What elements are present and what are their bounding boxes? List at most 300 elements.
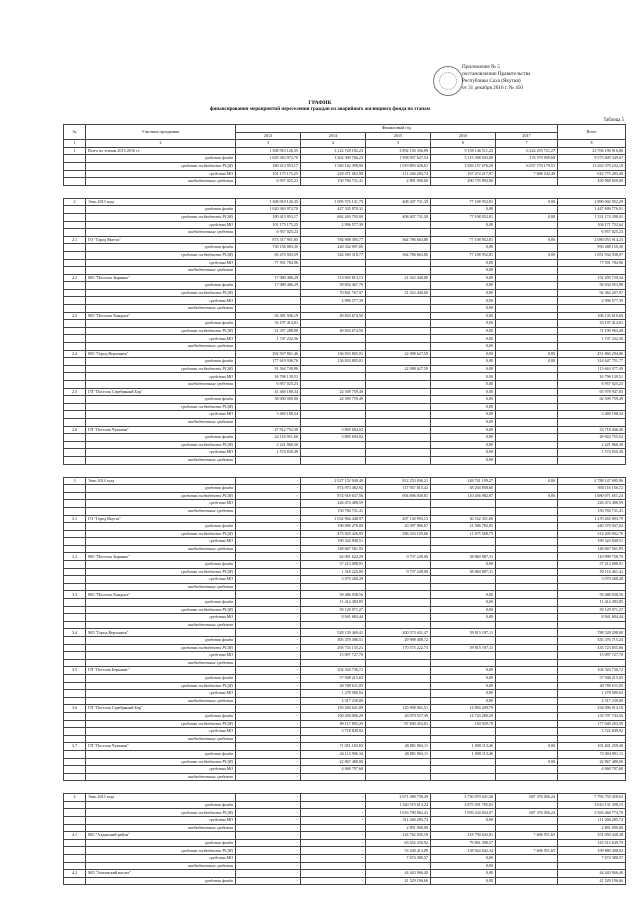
value-2016: 0,00 — [431, 690, 496, 698]
row-number — [64, 561, 86, 569]
value-2014: 5 805 694,02 — [301, 426, 366, 434]
value-2015: 117 957 815,42 — [366, 485, 431, 493]
value-2013: - — [236, 870, 301, 878]
value-2014 — [301, 343, 366, 351]
value-2015 — [366, 606, 431, 614]
row-number — [64, 178, 86, 186]
table-row — [64, 568, 626, 576]
table-row — [64, 735, 626, 743]
table-row — [64, 456, 626, 464]
row-number — [64, 847, 86, 855]
value-total: 3 616 131 398,15 — [558, 801, 626, 809]
value-2016: 0,00 — [431, 289, 496, 297]
table-row — [64, 862, 626, 870]
value-2015: 200 573 631,47 — [366, 629, 431, 637]
value-2017 — [496, 538, 558, 546]
funding-source: средства госбюджета РС(Я) — [86, 682, 236, 690]
value-2016: 0,00 — [431, 426, 496, 434]
value-2017 — [496, 500, 558, 508]
value-2016 — [431, 621, 496, 629]
value-2013: - — [236, 855, 301, 863]
row-number — [64, 213, 86, 221]
value-2015 — [366, 674, 431, 682]
value-2017 — [496, 855, 558, 863]
table-row — [64, 530, 626, 538]
funding-source: внебюджетные средства — [86, 773, 236, 781]
table-number-row — [64, 140, 626, 148]
funding-source: средства МО — [86, 817, 236, 825]
value-2016: 0,00 — [431, 561, 496, 569]
value-2016: 0,00 — [431, 312, 496, 320]
value-2015 — [366, 667, 431, 675]
value-2013: - — [236, 794, 301, 802]
value-2016 — [431, 652, 496, 660]
funding-source: внебюджетные средства — [86, 583, 236, 591]
value-2014: 70 841 767,97 — [301, 289, 366, 297]
value-2014: 229 471 063,98 — [301, 170, 366, 178]
value-total: 59 486 038,56 — [558, 591, 626, 599]
row-number: 2.4 — [64, 350, 86, 358]
value-2015 — [366, 297, 431, 305]
value-2014: 1 032 964 448,97 — [301, 515, 366, 523]
value-2016: 0,00 — [431, 373, 496, 381]
table-row — [64, 178, 626, 186]
value-total — [558, 735, 626, 743]
table-row — [64, 327, 626, 335]
value-2013 — [236, 289, 301, 297]
table-row — [64, 794, 626, 802]
row-number — [64, 381, 86, 389]
value-2015: 364 786 663,80 — [366, 251, 431, 259]
value-total: 15 097 727,70 — [558, 652, 626, 660]
value-2016: 0,00 — [431, 396, 496, 404]
value-2016: 77 108 952,81 — [431, 198, 496, 206]
value-total: 56 934 953,98 — [558, 282, 626, 290]
value-2017 — [496, 599, 558, 607]
row-number — [64, 877, 86, 885]
col-total: Всего — [558, 125, 626, 140]
value-2015 — [366, 312, 431, 320]
row-number — [64, 538, 86, 546]
row-number — [64, 305, 86, 313]
value-2013: - — [236, 500, 301, 508]
value-2013: 38 000 000,00 — [236, 396, 301, 404]
row-number — [64, 396, 86, 404]
value-total: 113 663 377,49 — [558, 365, 626, 373]
value-2015 — [366, 327, 431, 335]
value-2015: 286 333 105,66 — [366, 530, 431, 538]
value-2017 — [496, 515, 558, 523]
table-row — [64, 251, 626, 259]
table-row — [64, 155, 626, 163]
value-total: 451 860 294,06 — [558, 350, 626, 358]
value-2016 — [431, 773, 496, 781]
value-2015 — [366, 538, 431, 546]
row-number — [64, 449, 86, 457]
value-2016: 38 860 887,31 — [431, 568, 496, 576]
value-2016: 77 108 952,81 — [431, 213, 496, 221]
value-2017: 7 606 542,46 — [496, 170, 558, 178]
row-number — [64, 162, 86, 170]
value-2014: - — [301, 832, 366, 840]
row-number: 3.3 — [64, 591, 86, 599]
value-2014: 2 317 230,00 — [301, 697, 366, 705]
row-number — [64, 403, 86, 411]
table-row — [64, 553, 626, 561]
row-number — [64, 568, 86, 576]
value-2015 — [366, 396, 431, 404]
value-2015 — [366, 441, 431, 449]
col-no: № — [64, 125, 86, 140]
value-2014 — [301, 229, 366, 237]
value-2017 — [496, 282, 558, 290]
funding-source: средства госбюджета РС(Я) — [86, 213, 236, 221]
table-row — [64, 434, 626, 442]
table-row — [64, 614, 626, 622]
value-total: 3 469 188,34 — [558, 411, 626, 419]
value-total: 62 509 759,49 — [558, 396, 626, 404]
value-2013: - — [236, 773, 301, 781]
funding-source: средства госбюджета РС(Я) — [86, 720, 236, 728]
value-2016 — [431, 507, 496, 515]
value-2015 — [366, 343, 431, 351]
annex-line-1: Приложение № 5 — [462, 64, 500, 70]
value-total: 2 317 230,00 — [558, 697, 626, 705]
table-row — [64, 162, 626, 170]
value-2014: 24 509 759,49 — [301, 396, 366, 404]
value-2014: 4 068 797,60 — [301, 766, 366, 774]
value-2016: 167 274 217,97 — [431, 170, 496, 178]
value-2017 — [496, 644, 558, 652]
table-row — [64, 441, 626, 449]
value-2016: 77 108 952,81 — [431, 236, 496, 244]
row-number: 3.5 — [64, 667, 86, 675]
value-total — [558, 343, 626, 351]
row-number — [64, 644, 86, 652]
value-2014: 113 692 813,15 — [301, 274, 366, 282]
value-total — [558, 403, 626, 411]
value-2014: 2 027 152 040,40 — [301, 477, 366, 485]
value-2013: - — [236, 705, 301, 713]
value-2013: - — [236, 659, 301, 667]
table-label: Таблица 5 — [603, 118, 624, 123]
funding-source: средства госбюджета РС(Я) — [86, 606, 236, 614]
value-2017: 6 224 255 721,27 — [496, 147, 558, 155]
table-row — [64, 282, 626, 290]
row-number — [64, 720, 86, 728]
value-total: 111 266 285,74 — [558, 817, 626, 825]
value-2015 — [366, 373, 431, 381]
col-num-2: 2 — [86, 140, 236, 148]
value-2016: 138 924 042,34 — [431, 847, 496, 855]
value-2016: 0,00 — [431, 221, 496, 229]
value-2014: 57 948 215,65 — [301, 674, 366, 682]
table-row — [64, 766, 626, 774]
value-total: 148 667 561,95 — [558, 545, 626, 553]
funding-source: средства МО — [86, 690, 236, 698]
funding-source: средства фонда — [86, 396, 236, 404]
value-2015 — [366, 728, 431, 736]
value-2013: 24 116 951,60 — [236, 434, 301, 442]
value-2015 — [366, 335, 431, 343]
value-total: 314 205 002,76 — [558, 530, 626, 538]
annex-line-3: Республики Саха (Якутия) — [462, 78, 521, 84]
value-2014: 784 908 395,77 — [301, 236, 366, 244]
value-total: 110 999 758,70 — [558, 553, 626, 561]
participant-name: ГО "Город Якутск" — [86, 515, 236, 523]
funding-source: внебюджетные средства — [86, 824, 236, 832]
value-total: 57 948 215,65 — [558, 674, 626, 682]
value-2017 — [496, 870, 558, 878]
value-2014 — [301, 259, 366, 267]
col-num-4: 4 — [301, 140, 366, 148]
value-total: 2 221 860,30 — [558, 441, 626, 449]
participant-name: МО "Город Верхоянск" — [86, 629, 236, 637]
value-2015 — [366, 614, 431, 622]
value-2013: - — [236, 553, 301, 561]
table-row — [64, 267, 626, 275]
table-row — [64, 426, 626, 434]
value-2016: 38 860 887,31 — [431, 553, 496, 561]
value-total: 2 891 000,00 — [558, 824, 626, 832]
value-2017 — [496, 373, 558, 381]
value-2015: 311 266 285,74 — [366, 817, 431, 825]
row-number — [64, 170, 86, 178]
value-2017 — [496, 221, 558, 229]
value-total: 150 784 731,41 — [558, 507, 626, 515]
row-number: 4.2 — [64, 870, 86, 878]
value-2016 — [431, 659, 496, 667]
value-total: 226 474 488,59 — [558, 500, 626, 508]
spacer-cell — [64, 185, 626, 198]
value-2016: 14 743 280,29 — [431, 712, 496, 720]
funding-source: средства госбюджета РС(Я) — [86, 809, 236, 817]
value-2017 — [496, 206, 558, 214]
value-2016: 150 929,70 — [431, 720, 496, 728]
value-total: 102 324 736,72 — [558, 667, 626, 675]
funding-source: средства МО — [86, 297, 236, 305]
value-2017 — [496, 297, 558, 305]
funding-source: средства МО — [86, 614, 236, 622]
value-2014: 874 918 637,56 — [301, 492, 366, 500]
col-2017: 2017 — [496, 132, 558, 140]
funding-source: внебюджетные средства — [86, 456, 236, 464]
table-row — [64, 477, 626, 485]
value-2013: 65 470 003,59 — [236, 251, 301, 259]
funding-source: средства госбюджета РС(Я) — [86, 403, 236, 411]
value-2014: - — [301, 862, 366, 870]
funding-source: средства госбюджета РС(Я) — [86, 530, 236, 538]
funding-source: средства фонда — [86, 434, 236, 442]
value-2013: - — [236, 515, 301, 523]
value-total: 3 563 466 774,70 — [558, 809, 626, 817]
value-total: 335 376 715,24 — [558, 637, 626, 645]
value-2013: - — [236, 735, 301, 743]
value-2017 — [496, 606, 558, 614]
row-number — [64, 327, 86, 335]
funding-source: внебюджетные средства — [86, 697, 236, 705]
value-2016: 21 586 782,85 — [431, 523, 496, 531]
value-total: 9 575 609 349,67 — [558, 155, 626, 163]
value-2017 — [496, 674, 558, 682]
row-number — [64, 335, 86, 343]
value-2017 — [496, 259, 558, 267]
row-number — [64, 735, 86, 743]
funding-source: средства МО — [86, 170, 236, 178]
participant-name: ГП "Поселок Чульман" — [86, 426, 236, 434]
value-total: 29 922 755,52 — [558, 434, 626, 442]
value-2015 — [366, 583, 431, 591]
row-number — [64, 606, 86, 614]
value-2015 — [366, 500, 431, 508]
value-2014: 1 278 580,04 — [301, 690, 366, 698]
value-2017 — [496, 697, 558, 705]
spacer-cell — [64, 464, 626, 477]
value-2013: 1 020 363 972,70 — [236, 155, 301, 163]
funding-source: средства фонда — [86, 674, 236, 682]
funding-source: внебюджетные средства — [86, 418, 236, 426]
row-number — [64, 411, 86, 419]
value-2016: 0,00 — [431, 388, 496, 396]
value-2015 — [366, 358, 431, 366]
value-2013: - — [236, 824, 301, 832]
value-2014: 49 833 674,50 — [301, 327, 366, 335]
value-2013 — [236, 297, 301, 305]
col-num-1: 1 — [64, 140, 86, 148]
value-2013: - — [236, 538, 301, 546]
value-2015 — [366, 267, 431, 275]
funding-source: внебюджетные средства — [86, 381, 236, 389]
value-2015: 20 397 886,67 — [366, 523, 431, 531]
value-2014: 2 996 577,39 — [301, 297, 366, 305]
value-2014 — [301, 305, 366, 313]
value-2013: 101 175 175,25 — [236, 170, 301, 178]
funding-source: средства МО — [86, 500, 236, 508]
row-number — [64, 728, 86, 736]
value-2013: - — [236, 682, 301, 690]
table-row — [64, 758, 626, 766]
row-number — [64, 583, 86, 591]
value-2014 — [301, 456, 366, 464]
value-2014: 1 095 576 141,79 — [301, 198, 366, 206]
table-row — [64, 381, 626, 389]
value-2014 — [301, 773, 366, 781]
table-row — [64, 213, 626, 221]
funding-source: внебюджетные средства — [86, 735, 236, 743]
value-2013: - — [236, 667, 301, 675]
value-2013: - — [236, 674, 301, 682]
col-num-5: 5 — [366, 140, 431, 148]
value-2014: 544 569 318,77 — [301, 251, 366, 259]
value-total: 1 278 580,04 — [558, 690, 626, 698]
value-total: 351 059 430,38 — [558, 832, 626, 840]
row-number — [64, 343, 86, 351]
value-total: 7 793 755 458,63 — [558, 794, 626, 802]
table-row — [64, 274, 626, 282]
row-number — [64, 576, 86, 584]
value-2013: 1 747 232,36 — [236, 335, 301, 343]
value-2015: 3 892 150 336,09 — [366, 147, 431, 155]
value-total — [558, 862, 626, 870]
value-2017 — [496, 568, 558, 576]
value-2014: - — [301, 794, 366, 802]
funding-source: средства фонда — [86, 712, 236, 720]
participant-name: МО "Поселок Зырянка" — [86, 553, 236, 561]
value-2017 — [496, 365, 558, 373]
value-2014 — [301, 411, 366, 419]
value-total: 2 890 002 952,29 — [558, 198, 626, 206]
value-2014: 193 294 641,89 — [301, 705, 366, 713]
value-2016: 0,00 — [431, 267, 496, 275]
value-total: 1 331 174 298,41 — [558, 213, 626, 221]
value-2017: 0,00 — [496, 236, 558, 244]
value-2016: 290 735 893,86 — [431, 178, 496, 186]
value-2016: 0,00 — [431, 877, 496, 885]
value-2015 — [366, 766, 431, 774]
value-2015 — [366, 545, 431, 553]
value-2017 — [496, 418, 558, 426]
participant-name: МО "Амгинский наслег" — [86, 870, 236, 878]
funding-source: средства фонда — [86, 801, 236, 809]
table-row — [64, 388, 626, 396]
value-2014 — [301, 441, 366, 449]
value-2016: 0,00 — [431, 682, 496, 690]
value-2017 — [496, 523, 558, 531]
value-2014: 49 833 674,50 — [301, 312, 366, 320]
value-2014: 150 784 731,41 — [301, 507, 366, 515]
value-2013: - — [236, 621, 301, 629]
value-2016 — [431, 583, 496, 591]
table-row — [64, 538, 626, 546]
table-row — [64, 847, 626, 855]
value-2013: - — [236, 561, 301, 569]
value-2015: 41 529 196,66 — [366, 877, 431, 885]
value-2016: 9 158 146 511,22 — [431, 147, 496, 155]
value-2013: - — [236, 728, 301, 736]
value-2016 — [431, 766, 496, 774]
table-row — [64, 236, 626, 244]
value-total: 101 841 259,40 — [558, 743, 626, 751]
value-total: 930 116 156,72 — [558, 485, 626, 493]
table-row — [64, 561, 626, 569]
value-2014: 39 854 467,79 — [301, 282, 366, 290]
row-number — [64, 637, 86, 645]
value-2015: 1 016 790 862,41 — [366, 809, 431, 817]
value-2015: 2 671 488 758,49 — [366, 794, 431, 802]
row-number: 2.5 — [64, 388, 86, 396]
row-number — [64, 855, 86, 863]
value-2016: 0,00 — [431, 674, 496, 682]
value-2016 — [431, 538, 496, 546]
value-2016: 110 456 982,87 — [431, 492, 496, 500]
value-2017 — [496, 343, 558, 351]
table-row — [64, 523, 626, 531]
value-2016: 0,00 — [431, 667, 496, 675]
value-total: 2 080 053 914,23 — [558, 236, 626, 244]
value-2017: 0,00 — [496, 251, 558, 259]
value-2013: - — [236, 477, 301, 485]
funding-source: средства госбюджета РС(Я) — [86, 441, 236, 449]
value-2015: 28 881 963,11 — [366, 750, 431, 758]
value-2014: 71 051 182,83 — [301, 743, 366, 751]
value-2014: 57 213 088,91 — [301, 561, 366, 569]
value-2014: - — [301, 877, 366, 885]
table-row — [64, 817, 626, 825]
value-2014 — [301, 267, 366, 275]
funding-source: средства МО — [86, 335, 236, 343]
row-number — [64, 221, 86, 229]
funding-source: средства госбюджета РС(Я) — [86, 568, 236, 576]
